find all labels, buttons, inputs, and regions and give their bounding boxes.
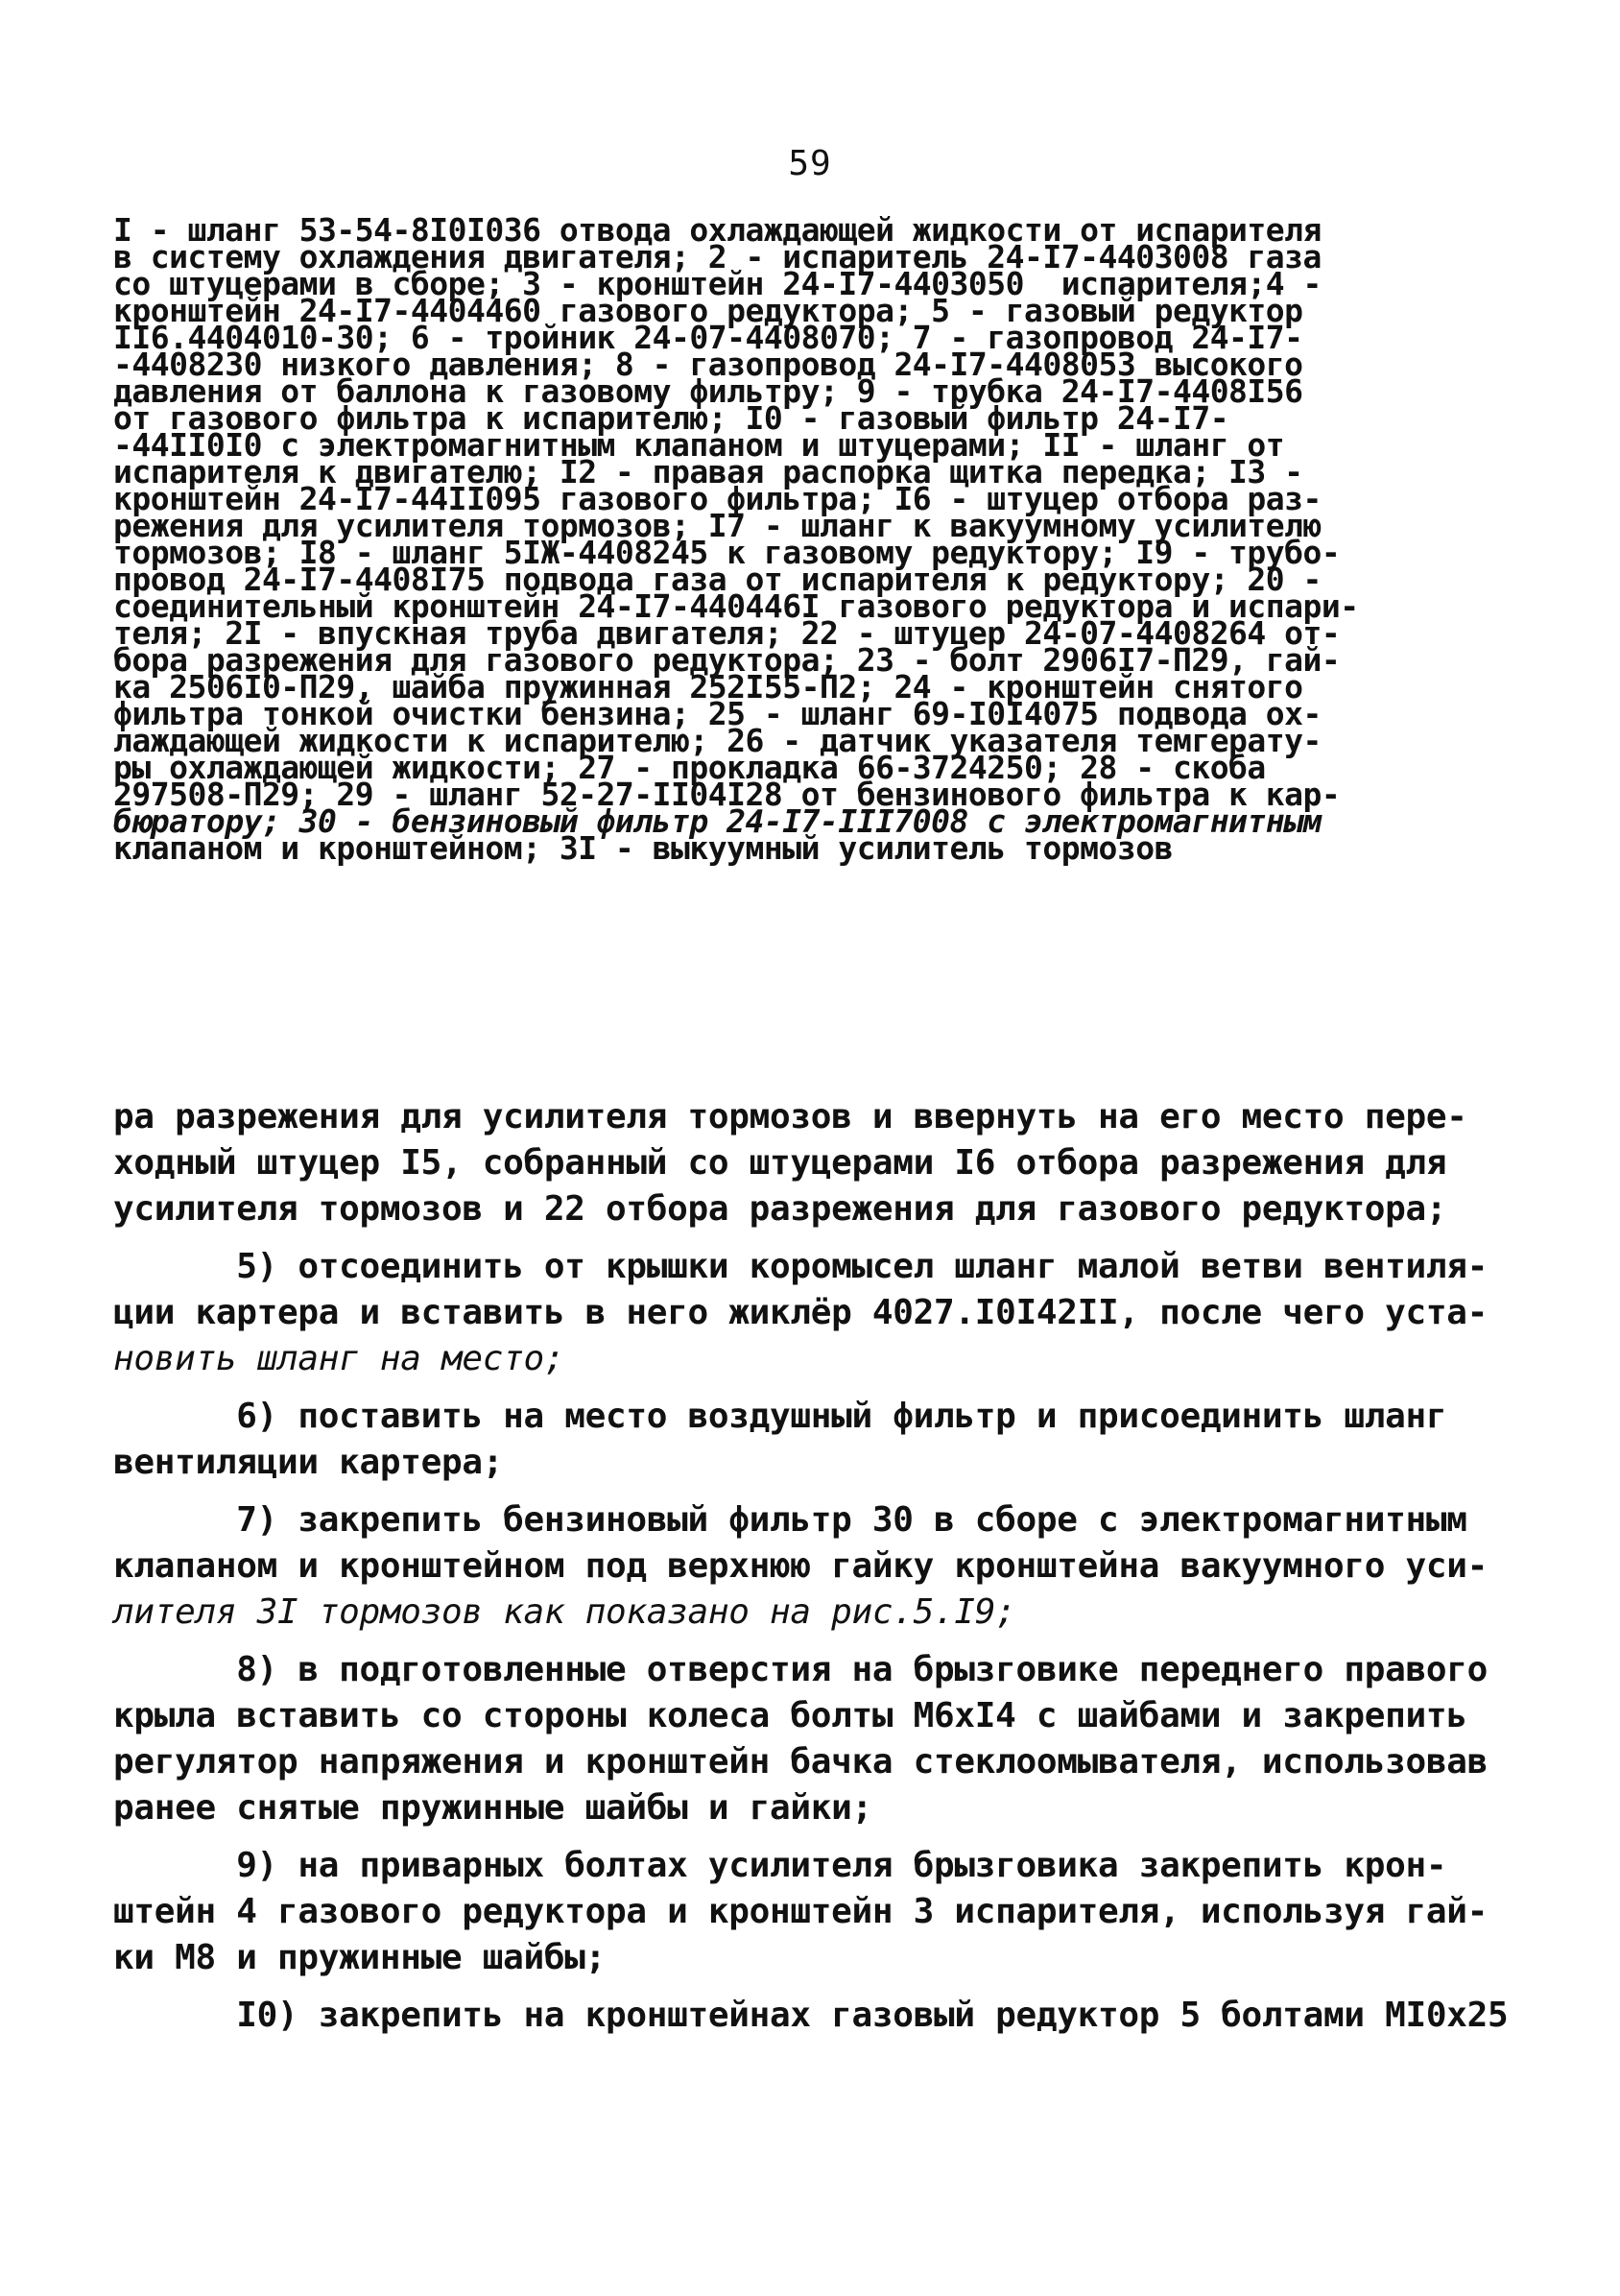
body-text [113,1094,1509,2039]
caption-line: лаждающей жидкости к испарителю; 26 - датчик указателя темгерату- [113,722,1322,759]
body-line: ра разрежения для усилителя тормозов и ввернуть на его место пере- [113,1097,1467,1136]
body-line: лителя 3I тормозов как показано на рис.5.I9; [113,1592,1016,1632]
body-line: 7) закрепить бензиновый фильтр 30 в сборе с электромагнитным [113,1500,1467,1540]
body-line: ки М8 и пружинные шайбы; [113,1938,606,1977]
body-line: I0) закрепить на кронштейнах газовый редуктор 5 болтами МI0х25 [113,1996,1509,2035]
caption-line: режения для усилителя тормозов; I7 - шланг к вакуумному усилителю [113,507,1322,544]
body-line: ранее снятые пружинные шайбы и гайки; [113,1788,872,1828]
caption-line: -44II0I0 с электромагнитным клапаном и штуцерами; II - шланг от [113,426,1285,464]
caption-line: теля; 2I - впускная труба двигателя; 22 - штуцер 24-07-4408264 от- [113,614,1341,652]
caption-line: кронштейн 24-I7-44II095 газового фильтра; I6 - штуцер отбора раз- [113,480,1322,517]
caption-line: соединительный кронштейн 24-I7-440446I газового редуктора и испари- [113,587,1359,625]
caption-line: 297508-П29; 29 - шланг 52-27-II04I28 от бензинового фильтра к кар- [113,776,1341,813]
body-line: 9) на приварных болтах усилителя брызговика закрепить крон- [113,1846,1447,1885]
body-line: 5) отсоединить от крышки коромысел шланг малой ветви вентиля- [113,1247,1489,1286]
caption-line: давления от баллона к газовому фильтру; 9 - трубка 24-I7-4408I56 [113,372,1303,410]
body-line: клапаном и кронштейном под верхнюю гайку кронштейна вакуумного уси- [113,1546,1489,1586]
body-line: крыла вставить со стороны колеса болты М6хI4 с шайбами и закрепить [113,1696,1467,1735]
body-line: ции картера и вставить в него жиклёр 4027.I0I42II, после чего уста- [113,1293,1489,1332]
body-line: регулятор напряжения и кронштейн бачка стеклоомывателя, использовав [113,1742,1489,1782]
figure-caption [113,211,1457,867]
body-line: штейн 4 газового редуктора и кронштейн 3 испарителя, используя гай- [113,1892,1489,1931]
caption-line: провод 24-I7-4408I75 подвода газа от испарителя к редуктору; 20 - [113,561,1322,598]
body-line: усилителя тормозов и 22 отбора разрежения для газового редуктора; [113,1189,1447,1229]
caption-line: ка 2506I0-П29, шайба пружинная 252I55-П2; 24 - кронштейн снятого [113,668,1303,706]
caption-line: фильтра тонкой очистки бензина; 25 - шланг 69-I0I4075 подвода ох- [113,695,1322,732]
caption-line: со штуцерами в сборе; 3 - кронштейн 24-I7-4403050 испарителя;4 - [113,265,1322,302]
body-line: 8) в подготовленные отверстия на брызговике переднего правого [113,1650,1489,1689]
caption-line: бора разрежения для газового редуктора; 23 - болт 2906I7-П29, гай- [113,641,1341,679]
body-line: ходный штуцер I5, собранный со штуцерами I6 отбора разрежения для [113,1143,1447,1183]
page-number: 59 [788,144,832,183]
caption-line: кронштейн 24-I7-4404460 газового редуктора; 5 - газовый редуктор [113,292,1303,329]
caption-line: от газового фильтра к испарителю; I0 - газовый фильтр 24-I7- [113,399,1229,437]
caption-line: в систему охлаждения двигателя; 2 - испаритель 24-I7-4403008 газа [113,238,1322,275]
caption-line: -4408230 низкого давления; 8 - газопровод 24-I7-4408053 высокого [113,346,1303,383]
caption-line: II6.4404010-30; 6 - тройник 24-07-4408070; 7 - газопровод 24-I7- [113,319,1303,356]
caption-line: ры охлаждающей жидкости; 27 - прокладка 66-3724250; 28 - скоба [113,749,1266,786]
body-line: вентиляции картера; [113,1443,504,1482]
body-line: 6) поставить на место воздушный фильтр и присоединить шланг [113,1397,1447,1436]
caption-line: клапаном и кронштейном; 3I - выкуумный усилитель тормозов [113,829,1173,867]
caption-line: бюратору; 30 - бензиновый фильтр 24-I7-III7008 с электромагнитным [113,802,1322,840]
caption-line: испарителя к двигателю; I2 - правая распорка щитка передка; I3 - [113,453,1303,490]
body-line: новить шланг на место; [113,1339,565,1378]
caption-line: I - шланг 53-54-8I0I036 отвода охлаждающей жидкости от испарителя [113,211,1322,249]
caption-line: тормозов; I8 - шланг 5IЖ-4408245 к газовому редуктору; I9 - трубо- [113,534,1341,571]
